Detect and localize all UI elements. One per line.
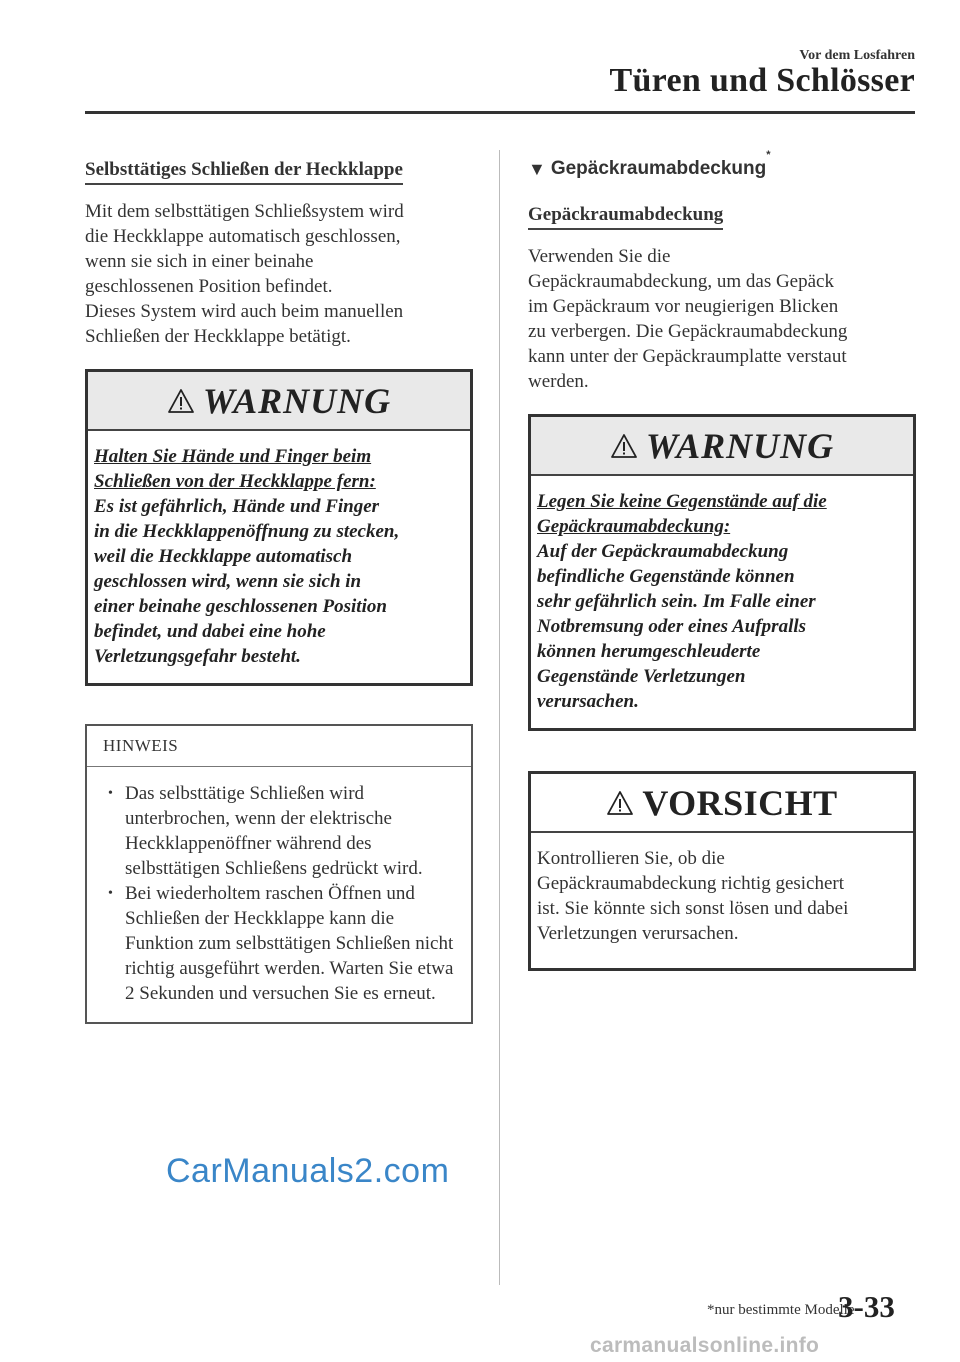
intro-line: wenn sie sich in einer beinahe [85,251,314,272]
warning-text-line: können herumgeschleuderte [537,641,761,662]
warning-box [528,414,916,731]
column-divider [499,150,500,1285]
warning-box [85,369,473,686]
intro-line: Verwenden Sie die [528,246,671,267]
site-watermark: carmanualsonline.info [590,1334,820,1357]
warning-text-line: befindet, und dabei eine hohe [94,621,326,642]
page-title: Türen und Schlösser [609,62,915,99]
left-column [85,152,473,1024]
warning-triangle-icon [610,433,638,459]
warning-text-line: geschlossen wird, wenn sie sich in [94,571,362,592]
subheading-cover: Gepäckraumabdeckung [528,203,723,230]
caution-box [528,771,916,971]
intro-line: Gepäckraumabdeckung, um das Gepäck [528,271,834,292]
caution-label: VORSICHT [642,782,838,823]
warning-label: WARNUNG [645,425,835,466]
intro-paragraph [85,199,473,349]
caution-text-line: Gepäckraumabdeckung richtig gesichert [537,873,845,894]
note-box [85,724,473,1024]
intro-line: Schließen der Heckklappe betätigt. [85,326,351,347]
warning-triangle-icon [606,790,634,816]
warning-text-line: in die Heckklappenöffnung zu stecken, [94,521,400,542]
warning-text-line: verursachen. [537,691,639,712]
intro-line: die Heckklappe automatisch geschlossen, [85,226,401,247]
intro-line: geschlossenen Position befindet. [85,276,333,297]
warning-text-line: sehr gefährlich sein. Im Falle einer [537,591,816,612]
warning-text-line: befindliche Gegenstände können [537,566,795,587]
warning-text-line: Verletzungsgefahr besteht. [94,646,301,667]
warning-lead-line: Gepäckraumabdeckung: [537,516,731,537]
caution-text-line: ist. Sie könnte sich sonst lösen und dabei [537,898,849,919]
intro-line: Mit dem selbsttätigen Schließsystem wird [85,201,404,222]
warning-text-line: einer beinahe geschlossenen Position [94,596,387,617]
warning-header [88,372,470,431]
intro-line: kann unter der Gepäckraumplatte verstaut [528,346,847,367]
caution-header [531,774,913,833]
footnote: *nur bestimmte Modelle [707,1302,855,1318]
warning-text-line: Es ist gefährlich, Hände und Finger [94,496,380,517]
caution-body [531,833,913,968]
warning-lead-line: Legen Sie keine Gegenstände auf die [537,491,827,512]
warning-triangle-icon [167,388,195,414]
warning-text-line: Auf der Gepäckraumabdeckung [537,541,789,562]
intro-line: Dieses System wird auch beim manuellen [85,301,404,322]
warning-text-line: weil die Heckklappe automatisch [94,546,353,567]
warning-text-line: Gegenstände Verletzungen [537,666,746,687]
caution-text-line: Kontrollieren Sie, ob die [537,848,725,869]
watermark-link[interactable]: CarManuals2.com [166,1152,450,1190]
header-rule [85,111,915,114]
intro-line: werden. [528,371,589,392]
section-heading-cover: ▼ Gepäckraumabdeckung * [528,149,771,179]
section-heading-text: Gepäckraumabdeckung [550,158,767,179]
warning-lead-line: Halten Sie Hände und Finger beim [94,446,372,467]
warning-label: WARNUNG [202,380,392,421]
warning-body [88,431,470,683]
warning-lead-line: Schließen von der Heckklappe fern: [94,471,376,492]
intro-line: zu verbergen. Die Gepäckraumabdeckung [528,321,848,342]
warning-text-line: Notbremsung oder eines Aufpralls [537,616,807,637]
page-number: 3-33 [838,1289,895,1324]
caution-text-line: Verletzungen verursachen. [537,923,739,944]
section-name: Vor dem Losfahren [799,48,915,63]
intro-paragraph [528,244,916,394]
note-item: • Bei wiederholtem raschen Öffnen und Schließen der Heckklappe kann die Funktion zum selbsttätigen Schließen nicht richtig ausgeführt werden. Warten Sie etwa 2 Sekunden und versuchen Sie es erneut. [107,881,461,1006]
triangle-down-icon: ▼ [528,159,546,179]
warning-body [531,476,913,728]
intro-line: im Gepäckraum vor neugierigen Blicken [528,296,839,317]
warning-header [531,417,913,476]
note-item: • Das selbsttätige Schließen wird unterbrochen, wenn der elektrische Heckklappenöffner während des selbsttätigen Schließens gedrückt wird. [107,781,461,881]
note-list [87,767,471,1022]
subheading-auto-close: Selbsttätiges Schließen der Heckklappe [85,158,403,185]
note-label: HINWEIS [87,726,471,767]
right-column [528,149,916,971]
